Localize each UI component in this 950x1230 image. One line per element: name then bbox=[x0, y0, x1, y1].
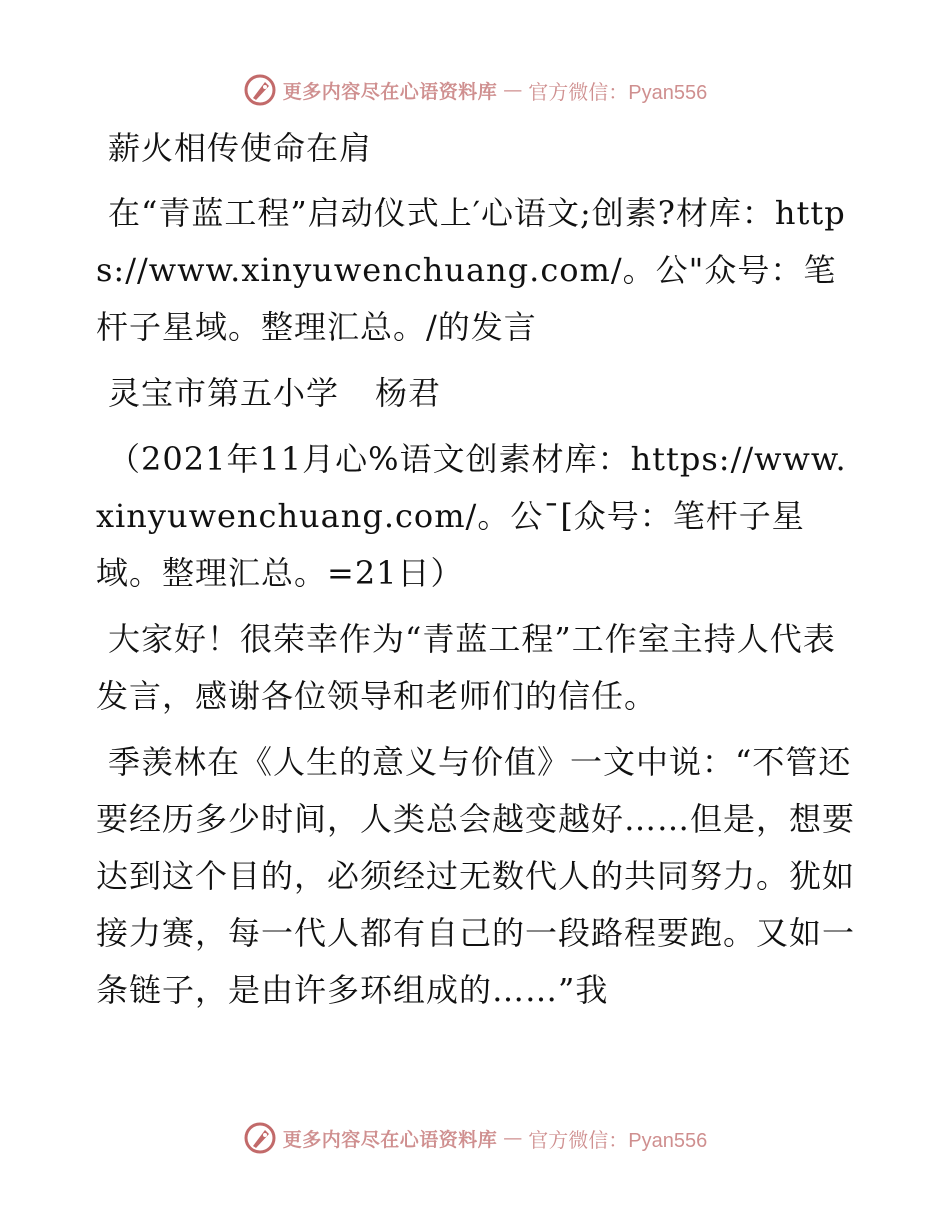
date-paragraph: （2021年11月心%语文创素材库：https://www.xinyuwenchuang.com/。公¯[众号：笔杆子星域。整理汇总。=21日） bbox=[96, 440, 847, 592]
author-name: 杨君 bbox=[375, 374, 442, 412]
author-line bbox=[96, 365, 856, 422]
banner-wechat: 官方微信：Pyan556 bbox=[528, 81, 708, 104]
footer-banner[interactable] bbox=[0, 1118, 950, 1158]
body-paragraph: 大家好！很荣幸作为“青蓝工程”工作室主持人代表发言，感谢各位领导和老师们的信任。 bbox=[96, 620, 836, 715]
body-paragraph: 季羡林在《人生的意义与价值》一文中说：“不管还要经历多少时间，人类总会越变越好……但是，想要达到这个目的，必须经过无数代人的共同努力。犹如接力赛，每一代人都有自己的一段路程要跑。又如一条链子，是由许多环组成的……”我 bbox=[96, 743, 856, 1009]
banner-wechat: 官方微信：Pyan556 bbox=[528, 1129, 708, 1152]
pen-nib-circle-icon bbox=[243, 1121, 277, 1155]
pen-nib-circle-icon bbox=[243, 73, 277, 107]
banner-separator: — bbox=[503, 1127, 523, 1149]
intro-paragraph: 在“青蓝工程”启动仪式上′心语文;创素?材库：https://www.xinyuwenchuang.com/。公"众号：笔杆子星域。整理汇总。/的发言 bbox=[96, 194, 846, 346]
banner-separator: — bbox=[503, 79, 523, 101]
banner-text: 更多内容尽在心语资料库 bbox=[282, 80, 498, 103]
banner-text: 更多内容尽在心语资料库 bbox=[282, 1128, 498, 1151]
author-school: 灵宝市第五小学 bbox=[108, 374, 340, 412]
document-body bbox=[96, 120, 856, 1028]
header-banner[interactable] bbox=[0, 70, 950, 110]
document-title: 薪火相传使命在肩 bbox=[108, 129, 373, 167]
